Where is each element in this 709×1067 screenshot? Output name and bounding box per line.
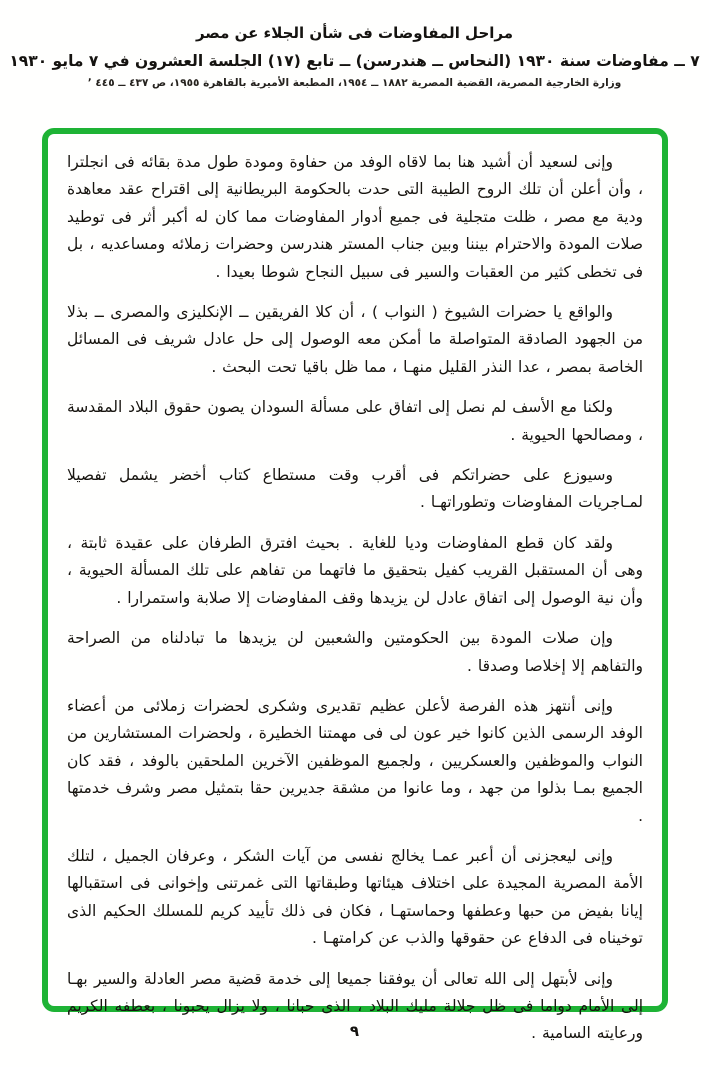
paragraph-5: ولقد كان قطع المفاوضات وديا للغاية . بحيث افترق الطرفان على عقيدة ثابتة ، وهى أن المستقبل القريب كفيل بتحقيق ما فاتهما من تفاهم على تلك المسألة الحيوية ، وأن نية الوصول إلى اتفاق عادل لن يزيدها وقف المفاوضات إلا صلابة واستمرارا . bbox=[67, 533, 643, 607]
page-number: ٩ bbox=[349, 1022, 360, 1040]
paragraph-4: وسيوزع على حضراتكم فى أقرب وقت مستطاع كتاب أخضر يشمل تفصيلا لمـاجريات المفاوضات وتطوراتهـا . bbox=[67, 466, 643, 512]
paragraph-8: وإنى ليعجزنى أن أعبر عمـا يخالج نفسى من آيات الشكر ، وعرفان الجميل ، لتلك الأمة المصرية المجيدة على اختلاف هيئاتها وطبقاتها التى غمرتنى وإخوانى فى استقبالها إيانا بفيض من حبها وعطفها وحماستهـا ، فكان فى ذلك تأييد كريم للمسلك الحكيم الذى توخيناه فى الدفاع عن حقوقها والذب عن كرامتهـا . bbox=[67, 846, 643, 948]
paragraph-1: وإنى لسعيد أن أشيد هنا بما لاقاه الوفد من حفاوة ومودة طول مدة بقائه فى انجلترا ، وأن أعلن أن تلك الروح الطيبة التى حدت بالحكومة البريطانية إلى اقتراح عقد معاهدة ودية مع مصر ، ظلت متجلية فى جميع أدوار المفاوضات مما كان له أكبر أثر فى توطيد صلات المودة والاحترام بيننا وبين جناب المستر هندرسن وحضرات زملائه ومساعديه ، بل فى تخطى كثير من العقبات والسير فى سبيل النجاح شوطا بعيدا . bbox=[67, 153, 643, 281]
paragraph-3: ولكنا مع الأسف لم نصل إلى اتفاق على مسألة السودان يصون حقوق البلاد المقدسة ، ومصالحها الحيوية . bbox=[66, 398, 643, 444]
body-text bbox=[48, 134, 662, 1048]
paragraph-2: والواقع يا حضرات الشيوخ ( النواب ) ، أن كلا الفريقين ــ الإنكليزى والمصرى ــ بذلا من الجهود الصادقة المتواصلة ما أمكن معه الوصول إلى حل عادل شريف فى المسائل الخاصة بمصر ، عدا النذر القليل منهـا ، مما ظل باقيا تحت البحث . bbox=[67, 303, 643, 376]
paragraph-6: وإن صلات المودة بين الحكومتين والشعبين لن يزيدها ما تبادلناه من الصراحة والتفاهم إلا إخلاصا وصدقا . bbox=[67, 629, 643, 675]
paragraph-9: وإنى لأبتهل إلى الله تعالى أن يوفقنا جميعا إلى خدمة قضية مصر العادلة والسير بهـا إلى الأمام دواما فى ظل جلالة مليك البلاد ، الذى حبانا ، ولا يزال يحبونا ، بعطفه الكريم ورعايته السامية . bbox=[67, 969, 643, 1043]
paragraph-7: وإنى أنتهز هذه الفرصة لأعلن عظيم تقديرى وشكرى لحضرات زملائى من أعضاء الوفد الرسمى الذين كانوا خير عون لى فى مهمتنا الخطيرة ، ولحضرات المستشارين من النواب والموظفين والعسكريين ، ولجميع الموظفين الآخرين الملحقين بالوفد ، فقد كان الجميع بمـا بذلوا من جهد ، وما عانوا من مشقة جديرين حقا بتمثيل مصر وشرف خدمتها . bbox=[67, 696, 643, 825]
green-highlight-frame bbox=[42, 128, 668, 1043]
document-source-citation: وزارة الخارجية المصرية، القضية المصرية ١٨٨٢ ــ ١٩٥٤، المطبعة الأميرية بالقاهرة ١٩٥٥، ص ٤٣٧ ــ ٤٤٥ ٬ bbox=[87, 77, 622, 89]
document-title: مراحل المفاوضات فى شأن الجلاء عن مصر bbox=[195, 24, 514, 42]
document-subtitle: ٧ ــ مفاوضات سنة ١٩٣٠ (النحاس ــ هندرسن) ــ تابع (١٧) الجلسة العشرون في ٧ مايو ١٩٣٠ bbox=[9, 52, 700, 70]
page-header bbox=[0, 24, 709, 89]
